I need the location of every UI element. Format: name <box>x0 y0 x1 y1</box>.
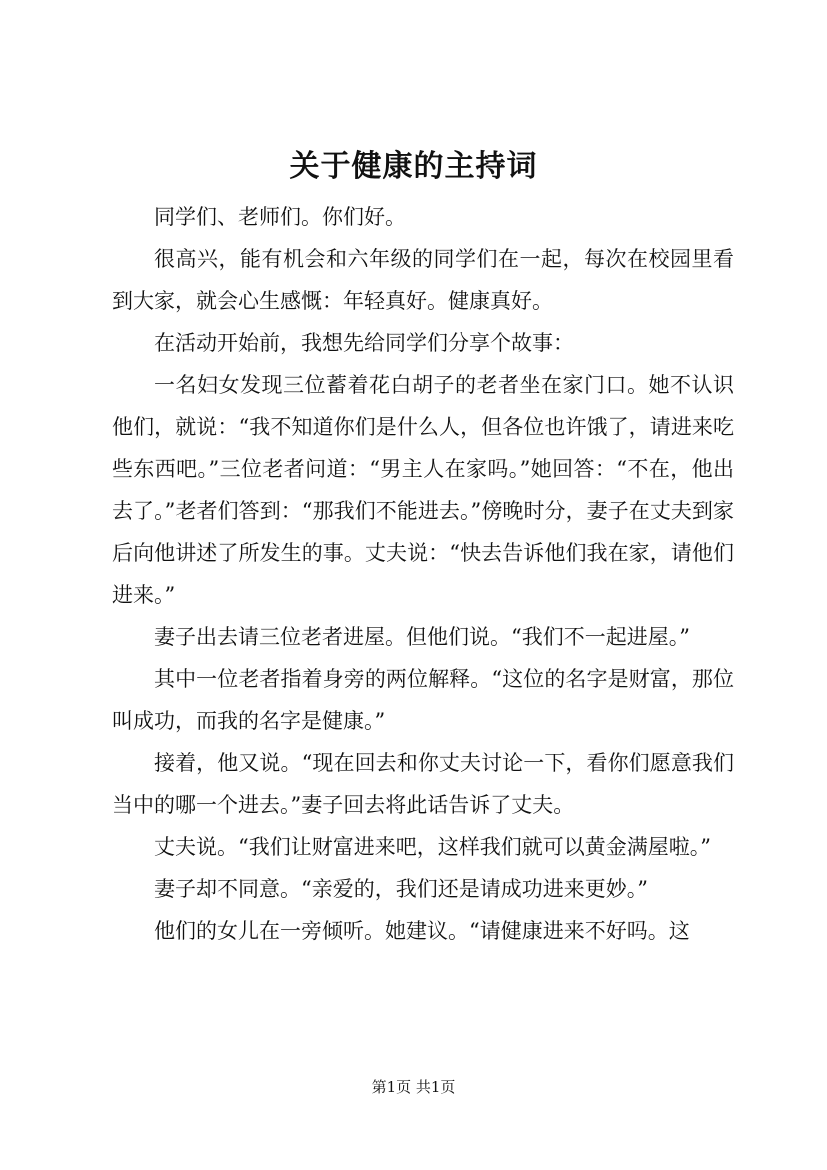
paragraph: 其中一位老者指着身旁的两位解释。“这位的名字是财富，那位叫成功，而我的名字是健康。” <box>112 667 734 733</box>
document-body <box>112 196 734 952</box>
paragraph: 接着，他又说。“现在回去和你丈夫讨论一下，看你们愿意我们当中的哪一个进去。”妻子回去将此话告诉了丈夫。 <box>112 751 734 817</box>
paragraph: 妻子出去请三位老者进屋。但他们说。“我们不一起进屋。” <box>154 625 690 649</box>
paragraph: 在活动开始前，我想先给同学们分享个故事： <box>154 331 574 355</box>
paragraph: 丈夫说。“我们让财富进来吧，这样我们就可以黄金满屋啦。” <box>154 835 711 859</box>
paragraph: 同学们、老师们。你们好。 <box>154 205 406 229</box>
page-number-footer: 第1页 共1页 <box>371 1078 456 1096</box>
paragraph: 他们的女儿在一旁倾听。她建议。“请健康进来不好吗。这 <box>154 919 690 943</box>
paragraph: 妻子却不同意。“亲爱的，我们还是请成功进来更妙。” <box>154 877 648 901</box>
paragraph: 很高兴，能有机会和六年级的同学们在一起，每次在校园里看到大家，就会心生感慨：年轻真好。健康真好。 <box>112 247 734 313</box>
document-title: 关于健康的主持词 <box>289 149 538 184</box>
paragraph: 一名妇女发现三位蓄着花白胡子的老者坐在家门口。她不认识他们，就说：“我不知道你们是什么人，但各位也许饿了，请进来吃些东西吧。”三位老者问道：“男主人在家吗。”她回答：“不在，他出去了。”老者们答到：“那我们不能进去。”傍晚时分，妻子在丈夫到家后向他讲述了所发生的事。丈夫说：“快去告诉他们我在家，请他们进来。” <box>112 373 734 607</box>
